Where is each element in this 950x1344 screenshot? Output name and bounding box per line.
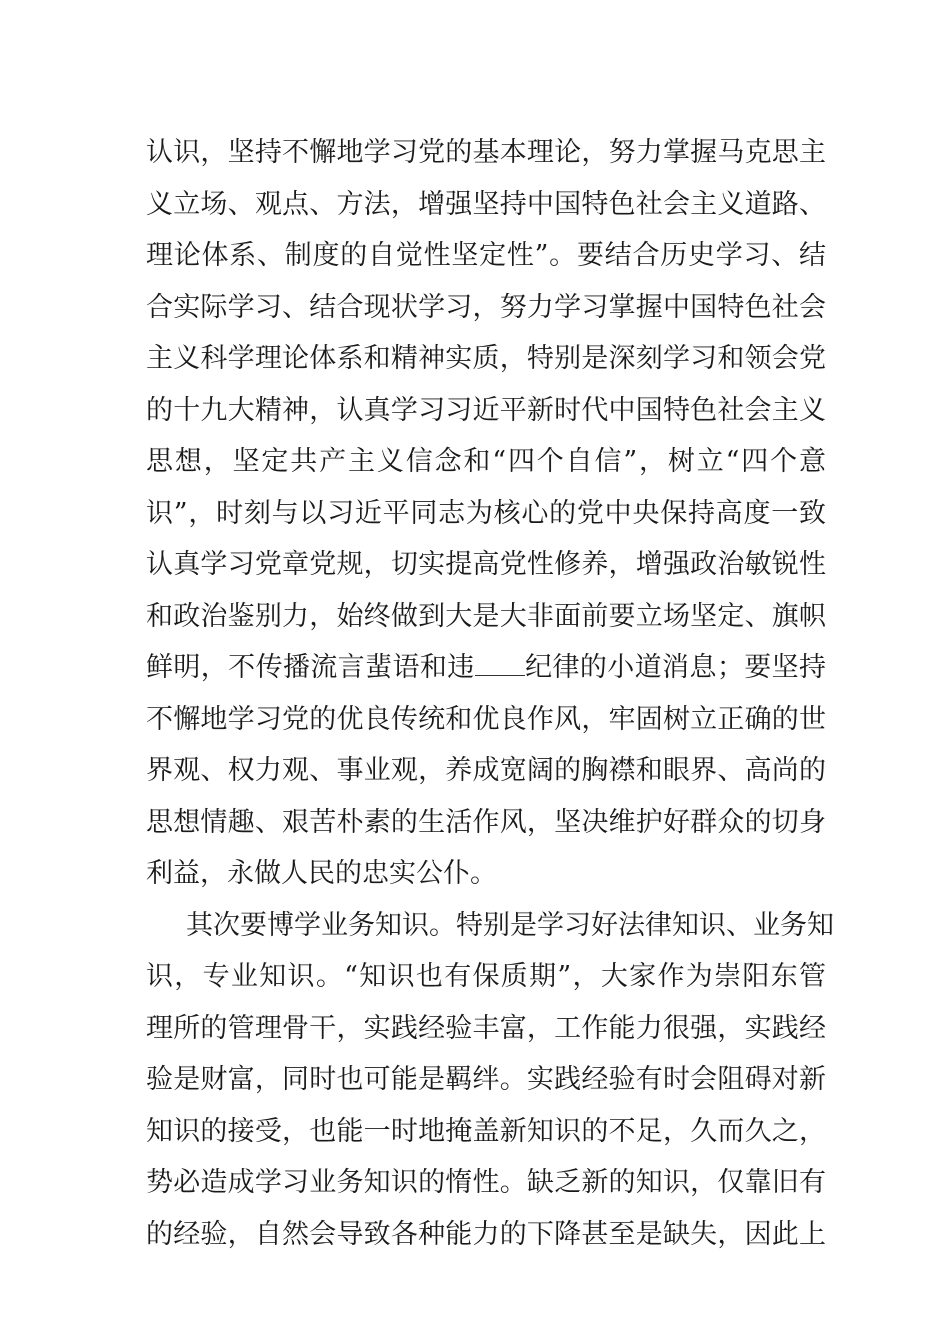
text-line: 识”，时刻与以习近平同志为核心的党中央保持高度一致: [146, 498, 826, 529]
text-segment: 鲜明，不传播流言蜚语和违: [146, 652, 475, 683]
text-line: 理论体系、制度的自觉性坚定性”。要结合历史学习、结: [146, 240, 826, 271]
paragraph-start-line: 其次要博学业务知识。特别是学习好法律知识、业务知: [186, 910, 834, 941]
text-line: 思想情趣、艰苦朴素的生活作风，坚决维护好群众的切身: [146, 807, 826, 838]
text-line: 验是财富，同时也可能是羁绊。实践经验有时会阻碍对新: [146, 1064, 826, 1095]
text-line: 不懈地学习党的优良传统和优良作风，牢固树立正确的世: [146, 704, 826, 735]
text-line-with-blank: [146, 648, 826, 688]
text-line: 认识，坚持不懈地学习党的基本理论，努力掌握马克思主: [146, 137, 826, 168]
text-line: 势必造成学习业务知识的惰性。缺乏新的知识，仅靠旧有: [146, 1167, 826, 1198]
text-line: 的十九大精神，认真学习习近平新时代中国特色社会主义: [146, 395, 826, 426]
text-line: 认真学习党章党规，切实提高党性修养，增强政治敏锐性: [146, 549, 826, 580]
text-line: 识，专业知识。“知识也有保质期”，大家作为崇阳东管: [146, 961, 826, 992]
text-line: 知识的接受，也能一时地掩盖新知识的不足，久而久之，: [146, 1116, 826, 1147]
text-line: 理所的管理骨干，实践经验丰富，工作能力很强，实践经: [146, 1013, 826, 1044]
text-segment: 纪律的小道消息；要坚持: [524, 652, 827, 683]
text-line: 思想，坚定共产主义信念和“四个自信”，树立“四个意: [146, 446, 826, 477]
text-line: 合实际学习、结合现状学习，努力学习掌握中国特色社会: [146, 292, 826, 323]
text-line: 主义科学理论体系和精神实质，特别是深刻学习和领会党: [146, 343, 826, 374]
text-line: 和政治鉴别力，始终做到大是大非面前要立场坚定、旗帜: [146, 601, 826, 632]
text-line: 利益，永做人民的忠实公仆。: [146, 858, 497, 889]
text-line: 界观、权力观、事业观，养成宽阔的胸襟和眼界、高尚的: [146, 755, 826, 786]
text-line: 义立场、观点、方法，增强坚持中国特色社会主义道路、: [146, 189, 826, 220]
blank-underline: [475, 653, 525, 676]
text-line: 的经验，自然会导致各种能力的下降甚至是缺失，因此上: [146, 1219, 826, 1250]
